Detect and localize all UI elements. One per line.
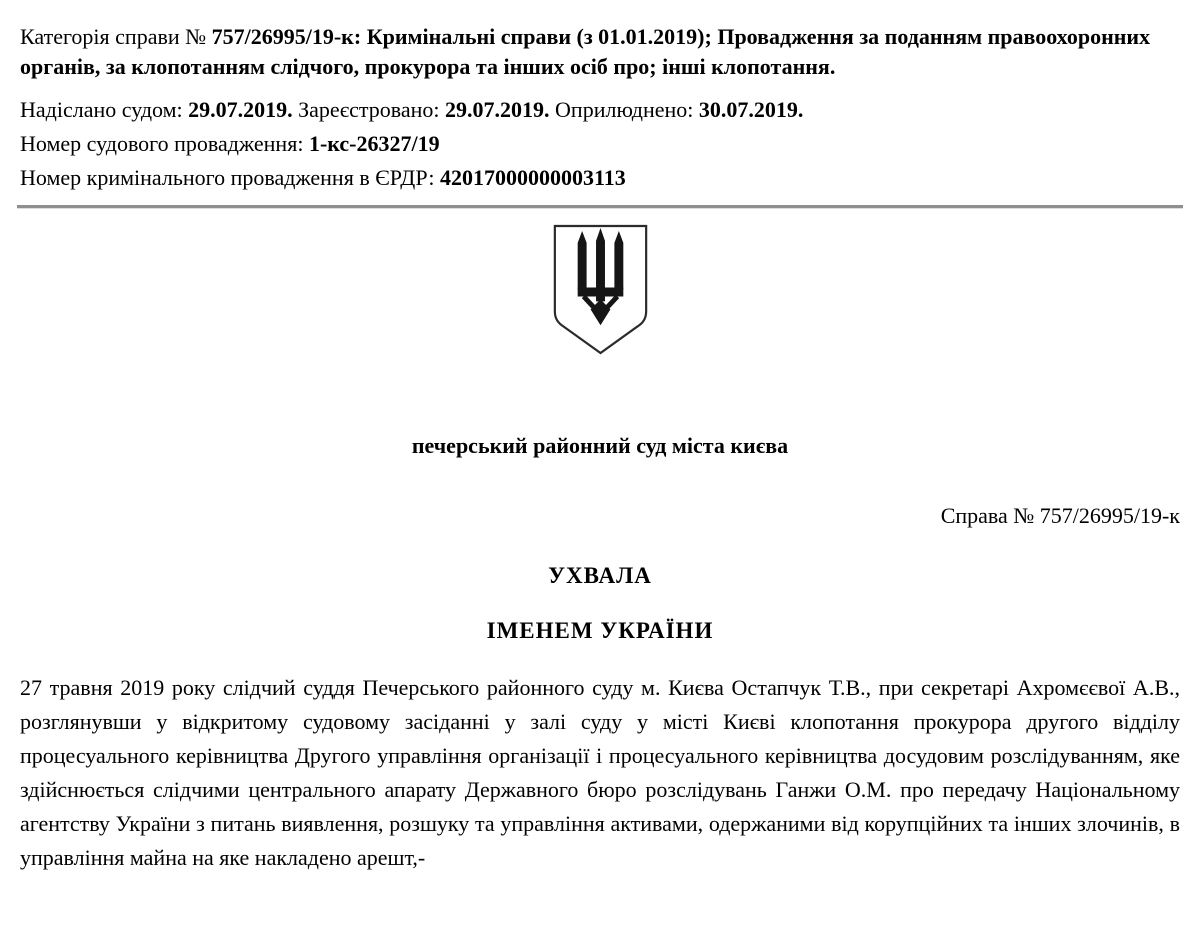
registered-date: 29.07.2019. [445, 97, 550, 122]
case-number-line: Справа № 757/26995/19-к [940, 503, 1180, 528]
case-category-line [20, 22, 1180, 82]
sent-label: Надіслано судом: [20, 97, 189, 122]
case-category-value: Кримінальні справи (з 01.01.2019); Провадження за поданням правоохоронних органів, за клопотанням слідчого, прокурора та інших осіб про; інші клопотання. [20, 24, 1151, 79]
document-subtitle: ІМЕНЕМ УКРАЇНИ [486, 618, 714, 643]
published-label: Оприлюднено: [555, 97, 699, 122]
case-meta-block [20, 93, 1180, 195]
criminal-proceeding-number: 42017000000003113 [439, 165, 626, 190]
registered-label: Зареєстровано: [298, 97, 446, 122]
document-title: УХВАЛА [548, 563, 652, 588]
emblem-container [20, 224, 1180, 355]
court-proceeding-line [20, 127, 1180, 161]
ukraine-trident-emblem-icon [551, 224, 650, 355]
case-category-number: 757/26995/19-к: [211, 24, 362, 49]
sent-date: 29.07.2019. [188, 97, 293, 122]
court-name: печерський районний суд міста києва [411, 433, 789, 458]
published-date: 30.07.2019. [698, 97, 804, 122]
criminal-proceeding-label: Номер кримінального провадження в ЄРДР: [20, 165, 440, 190]
ruling-body-paragraph: 27 травня 2019 року слідчий суддя Печерського районного суду м. Києва Остапчук Т.В., при секретарі Ахромєєвої А.В., розглянувши у відкритому судовому засіданні у залі суду у місті Києві клопотання прокурора другого відділу процесуального керівництва Другого управління організації і процесуального керівництва досудовим розслідуванням, яке здійснюється слідчими центрального апарату Державного бюро розслідувань Ганжи О.М. про передачу Національному агентству України з питань виявлення, розшуку та управління активами, одержаними від корупційних та інших злочинів, в управління майна на яке накладено арешт,- [20, 675, 1180, 870]
case-category-label: Категорія справи № [20, 24, 212, 49]
court-proceeding-number: 1-кс-26327/19 [308, 131, 440, 156]
criminal-proceeding-line [20, 161, 1180, 195]
dates-line [20, 93, 1180, 127]
header-separator [17, 205, 1183, 209]
court-proceeding-label: Номер судового провадження: [20, 131, 309, 156]
